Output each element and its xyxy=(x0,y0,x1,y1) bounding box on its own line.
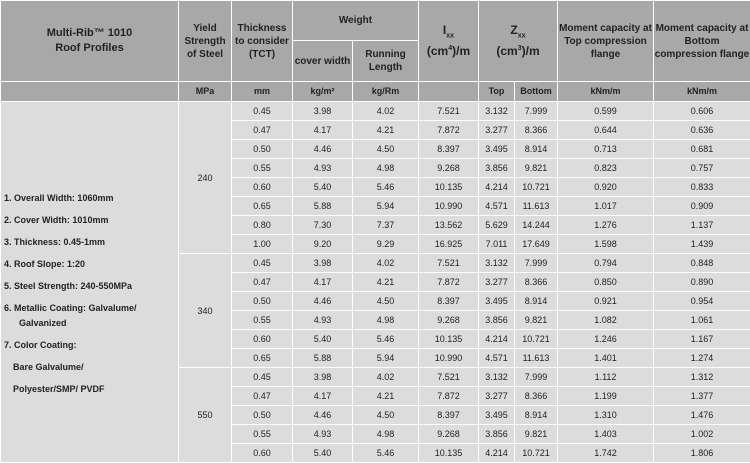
running-length-cell: 7.37 xyxy=(353,216,419,235)
spec-line: 3. Thickness: 0.45-1mm xyxy=(4,235,178,250)
moment-top-cell: 1.401 xyxy=(558,349,654,368)
thickness-cell: 0.65 xyxy=(232,197,293,216)
running-length-cell: 4.02 xyxy=(353,254,419,273)
unit-yield: MPa xyxy=(179,82,232,102)
ixx-cell: 9.268 xyxy=(419,425,479,444)
running-length-cell: 4.50 xyxy=(353,292,419,311)
running-length-cell: 4.02 xyxy=(353,368,419,387)
zxx-top-cell: 4.571 xyxy=(479,349,515,368)
running-length-cell: 5.46 xyxy=(353,330,419,349)
cover-width-cell: 3.98 xyxy=(293,254,353,273)
thickness-cell: 0.47 xyxy=(232,387,293,406)
spec-line: 4. Roof Slope: 1:20 xyxy=(4,257,178,272)
zxx-top-cell: 3.132 xyxy=(479,102,515,121)
zxx-bottom-cell: 9.821 xyxy=(515,159,558,178)
units-blank xyxy=(1,82,179,102)
running-length-cell: 4.98 xyxy=(353,311,419,330)
moment-top-cell: 1.246 xyxy=(558,330,654,349)
cover-width-cell: 3.98 xyxy=(293,368,353,387)
thickness-cell: 0.55 xyxy=(232,425,293,444)
zxx-bottom-cell: 10.721 xyxy=(515,330,558,349)
product-title-line2: Roof Profiles xyxy=(55,42,123,54)
zxx-header: $Z_{xx}$ $(cm^3)/m$ xyxy=(479,1,558,82)
thickness-cell: 0.45 xyxy=(232,102,293,121)
running-length-cell: 5.46 xyxy=(353,444,419,463)
product-title-line1: Multi-Rib™ 1010 xyxy=(47,27,133,39)
zxx-top-cell: 5.629 xyxy=(479,216,515,235)
spec-line: 6. Metallic Coating: Galvalume/ xyxy=(4,301,178,316)
cover-width-cell: 9.20 xyxy=(293,235,353,254)
moment-top-cell: 1.310 xyxy=(558,406,654,425)
running-length-cell: 4.21 xyxy=(353,121,419,140)
moment-top-cell: 0.850 xyxy=(558,273,654,292)
zxx-top-cell: 3.856 xyxy=(479,311,515,330)
moment-top-cell: 0.713 xyxy=(558,140,654,159)
thickness-cell: 0.47 xyxy=(232,273,293,292)
zxx-top-cell: 3.277 xyxy=(479,121,515,140)
running-length-cell: 5.46 xyxy=(353,178,419,197)
moment-bottom-cell: 1.137 xyxy=(654,216,750,235)
moment-bottom-cell: 0.757 xyxy=(654,159,750,178)
unit-running-length: kg/Rm xyxy=(353,82,419,102)
unit-cover-width: kg/m² xyxy=(293,82,353,102)
moment-bottom-cell: 1.061 xyxy=(654,311,750,330)
yield-strength-cell: 240 xyxy=(179,102,232,254)
spec-line: Bare Galvalume/ xyxy=(4,360,178,375)
ixx-cell: 10.135 xyxy=(419,330,479,349)
cover-width-cell: 5.88 xyxy=(293,349,353,368)
thickness-cell: 0.50 xyxy=(232,140,293,159)
moment-top-cell: 1.742 xyxy=(558,444,654,463)
spec-line: 2. Cover Width: 1010mm xyxy=(4,213,178,228)
moment-bottom-cell: 0.909 xyxy=(654,197,750,216)
ixx-cell: 10.135 xyxy=(419,444,479,463)
zxx-bottom-cell: 8.914 xyxy=(515,292,558,311)
cover-width-cell: 7.30 xyxy=(293,216,353,235)
moment-top-cell: 0.921 xyxy=(558,292,654,311)
cover-width-cell: 5.40 xyxy=(293,444,353,463)
cover-width-cell: 5.40 xyxy=(293,178,353,197)
spec-line: Galvanized xyxy=(4,316,178,331)
running-length-cell: 4.21 xyxy=(353,387,419,406)
zxx-top-cell: 4.214 xyxy=(479,444,515,463)
thickness-cell: 0.65 xyxy=(232,349,293,368)
table-row xyxy=(1,102,750,121)
moment-bottom-cell: 0.606 xyxy=(654,102,750,121)
moment-bottom-cell: 0.833 xyxy=(654,178,750,197)
zxx-bottom-cell: 8.366 xyxy=(515,121,558,140)
thickness-cell: 0.80 xyxy=(232,216,293,235)
weight-header: Weight xyxy=(293,1,419,41)
moment-bottom-cell: 1.439 xyxy=(654,235,750,254)
zxx-top-cell: 3.856 xyxy=(479,425,515,444)
ixx-cell: 7.872 xyxy=(419,273,479,292)
moment-bottom-cell: 1.377 xyxy=(654,387,750,406)
thickness-cell: 0.50 xyxy=(232,406,293,425)
zxx-top-cell: 3.132 xyxy=(479,254,515,273)
ixx-cell: 8.397 xyxy=(419,292,479,311)
spec-line: Polyester/SMP/ PVDF xyxy=(4,382,178,397)
moment-bottom-cell: 0.681 xyxy=(654,140,750,159)
yield-strength-cell: 340 xyxy=(179,254,232,368)
thickness-cell: 0.60 xyxy=(232,444,293,463)
zxx-bottom-cell: 10.721 xyxy=(515,444,558,463)
moment-top-cell: 1.017 xyxy=(558,197,654,216)
cover-width-cell: 4.46 xyxy=(293,140,353,159)
ixx-cell: 8.397 xyxy=(419,406,479,425)
moment-bottom-cell: 0.636 xyxy=(654,121,750,140)
moment-top-cell: 1.598 xyxy=(558,235,654,254)
cover-width-cell: 4.17 xyxy=(293,387,353,406)
cover-width-cell: 4.93 xyxy=(293,425,353,444)
moment-top-cell: 0.644 xyxy=(558,121,654,140)
moment-top-cell: 0.920 xyxy=(558,178,654,197)
ixx-cell: 7.521 xyxy=(419,254,479,273)
unit-moment-bottom: kNm/m xyxy=(654,82,750,102)
zxx-top-cell: 3.277 xyxy=(479,387,515,406)
running-length-cell: 4.50 xyxy=(353,406,419,425)
unit-ixx xyxy=(419,82,479,102)
zxx-bottom-cell: 8.366 xyxy=(515,387,558,406)
thickness-cell: 0.47 xyxy=(232,121,293,140)
running-length-cell: 5.94 xyxy=(353,349,419,368)
thickness-header: Thickness to consider (TCT) xyxy=(232,1,293,82)
zxx-bottom-cell: 9.821 xyxy=(515,425,558,444)
cover-width-header: cover width xyxy=(293,41,353,82)
ixx-cell: 7.872 xyxy=(419,121,479,140)
thickness-cell: 0.45 xyxy=(232,254,293,273)
zxx-bottom-cell: 7.999 xyxy=(515,254,558,273)
running-length-cell: 4.98 xyxy=(353,425,419,444)
cover-width-cell: 4.46 xyxy=(293,406,353,425)
running-length-header: Running Length xyxy=(353,41,419,82)
zxx-bottom-cell: 7.999 xyxy=(515,368,558,387)
moment-top-cell: 1.403 xyxy=(558,425,654,444)
zxx-top-cell: 3.856 xyxy=(479,159,515,178)
thickness-cell: 0.60 xyxy=(232,330,293,349)
moment-top-cell: 1.082 xyxy=(558,311,654,330)
moment-top-cell: 1.276 xyxy=(558,216,654,235)
zxx-bottom-cell: 9.821 xyxy=(515,311,558,330)
yield-header: Yield Strength of Steel xyxy=(179,1,232,82)
moment-top-cell: 0.599 xyxy=(558,102,654,121)
zxx-top-cell: 4.214 xyxy=(479,178,515,197)
unit-top: Top xyxy=(479,82,515,102)
running-length-cell: 4.98 xyxy=(353,159,419,178)
ixx-cell: 10.135 xyxy=(419,178,479,197)
spec-line: 7. Color Coating: xyxy=(4,338,178,353)
zxx-bottom-cell: 8.914 xyxy=(515,406,558,425)
spec-line: 1. Overall Width: 1060mm xyxy=(4,191,178,206)
moment-bottom-cell: 1.476 xyxy=(654,406,750,425)
yield-strength-cell: 550 xyxy=(179,368,232,463)
zxx-top-cell: 3.495 xyxy=(479,292,515,311)
ixx-cell: 7.521 xyxy=(419,368,479,387)
ixx-header: $I_{xx}$ $(cm^4)/m$ xyxy=(419,1,479,82)
cover-width-cell: 4.93 xyxy=(293,159,353,178)
cover-width-cell: 4.93 xyxy=(293,311,353,330)
zxx-bottom-cell: 11.613 xyxy=(515,349,558,368)
moment-bottom-cell: 1.274 xyxy=(654,349,750,368)
ixx-cell: 9.268 xyxy=(419,159,479,178)
moment-top-cell: 1.112 xyxy=(558,368,654,387)
thickness-cell: 1.00 xyxy=(232,235,293,254)
zxx-top-cell: 7.011 xyxy=(479,235,515,254)
ixx-cell: 8.397 xyxy=(419,140,479,159)
spec-line: 5. Steel Strength: 240-550MPa xyxy=(4,279,178,294)
cover-width-cell: 4.46 xyxy=(293,292,353,311)
unit-moment-top: kNm/m xyxy=(558,82,654,102)
running-length-cell: 9.29 xyxy=(353,235,419,254)
thickness-cell: 0.55 xyxy=(232,159,293,178)
product-title-cell xyxy=(1,1,179,82)
zxx-bottom-cell: 10.721 xyxy=(515,178,558,197)
moment-bottom-cell: 1.002 xyxy=(654,425,750,444)
running-length-cell: 4.21 xyxy=(353,273,419,292)
ixx-cell: 16.925 xyxy=(419,235,479,254)
moment-bottom-header: Moment capacity at Bottom compression flange xyxy=(654,1,750,82)
moment-bottom-cell: 1.806 xyxy=(654,444,750,463)
unit-bottom: Bottom xyxy=(515,82,558,102)
table-body xyxy=(1,102,750,463)
cover-width-cell: 3.98 xyxy=(293,102,353,121)
moment-top-header: Moment capacity at Top compression flange xyxy=(558,1,654,82)
zxx-bottom-cell: 14.244 xyxy=(515,216,558,235)
zxx-bottom-cell: 17.649 xyxy=(515,235,558,254)
running-length-cell: 4.02 xyxy=(353,102,419,121)
cover-width-cell: 5.88 xyxy=(293,197,353,216)
ixx-cell: 9.268 xyxy=(419,311,479,330)
zxx-top-cell: 3.495 xyxy=(479,406,515,425)
moment-bottom-cell: 0.954 xyxy=(654,292,750,311)
zxx-bottom-cell: 8.366 xyxy=(515,273,558,292)
moment-top-cell: 1.199 xyxy=(558,387,654,406)
thickness-cell: 0.55 xyxy=(232,311,293,330)
zxx-top-cell: 3.277 xyxy=(479,273,515,292)
ixx-cell: 13.562 xyxy=(419,216,479,235)
moment-bottom-cell: 0.890 xyxy=(654,273,750,292)
running-length-cell: 5.94 xyxy=(353,197,419,216)
moment-bottom-cell: 1.167 xyxy=(654,330,750,349)
running-length-cell: 4.50 xyxy=(353,140,419,159)
moment-top-cell: 0.823 xyxy=(558,159,654,178)
zxx-top-cell: 3.495 xyxy=(479,140,515,159)
cover-width-cell: 4.17 xyxy=(293,121,353,140)
thickness-cell: 0.45 xyxy=(232,368,293,387)
cover-width-cell: 5.40 xyxy=(293,330,353,349)
zxx-bottom-cell: 8.914 xyxy=(515,140,558,159)
moment-bottom-cell: 1.312 xyxy=(654,368,750,387)
ixx-cell: 7.521 xyxy=(419,102,479,121)
zxx-top-cell: 4.214 xyxy=(479,330,515,349)
zxx-bottom-cell: 7.999 xyxy=(515,102,558,121)
thickness-cell: 0.50 xyxy=(232,292,293,311)
spec-description xyxy=(1,102,179,463)
ixx-cell: 10.990 xyxy=(419,197,479,216)
ixx-cell: 10.990 xyxy=(419,349,479,368)
thickness-cell: 0.60 xyxy=(232,178,293,197)
ixx-cell: 7.872 xyxy=(419,387,479,406)
cover-width-cell: 4.17 xyxy=(293,273,353,292)
zxx-top-cell: 4.571 xyxy=(479,197,515,216)
zxx-top-cell: 3.132 xyxy=(479,368,515,387)
zxx-bottom-cell: 11.613 xyxy=(515,197,558,216)
unit-thickness: mm xyxy=(232,82,293,102)
moment-top-cell: 0.794 xyxy=(558,254,654,273)
moment-bottom-cell: 0.848 xyxy=(654,254,750,273)
